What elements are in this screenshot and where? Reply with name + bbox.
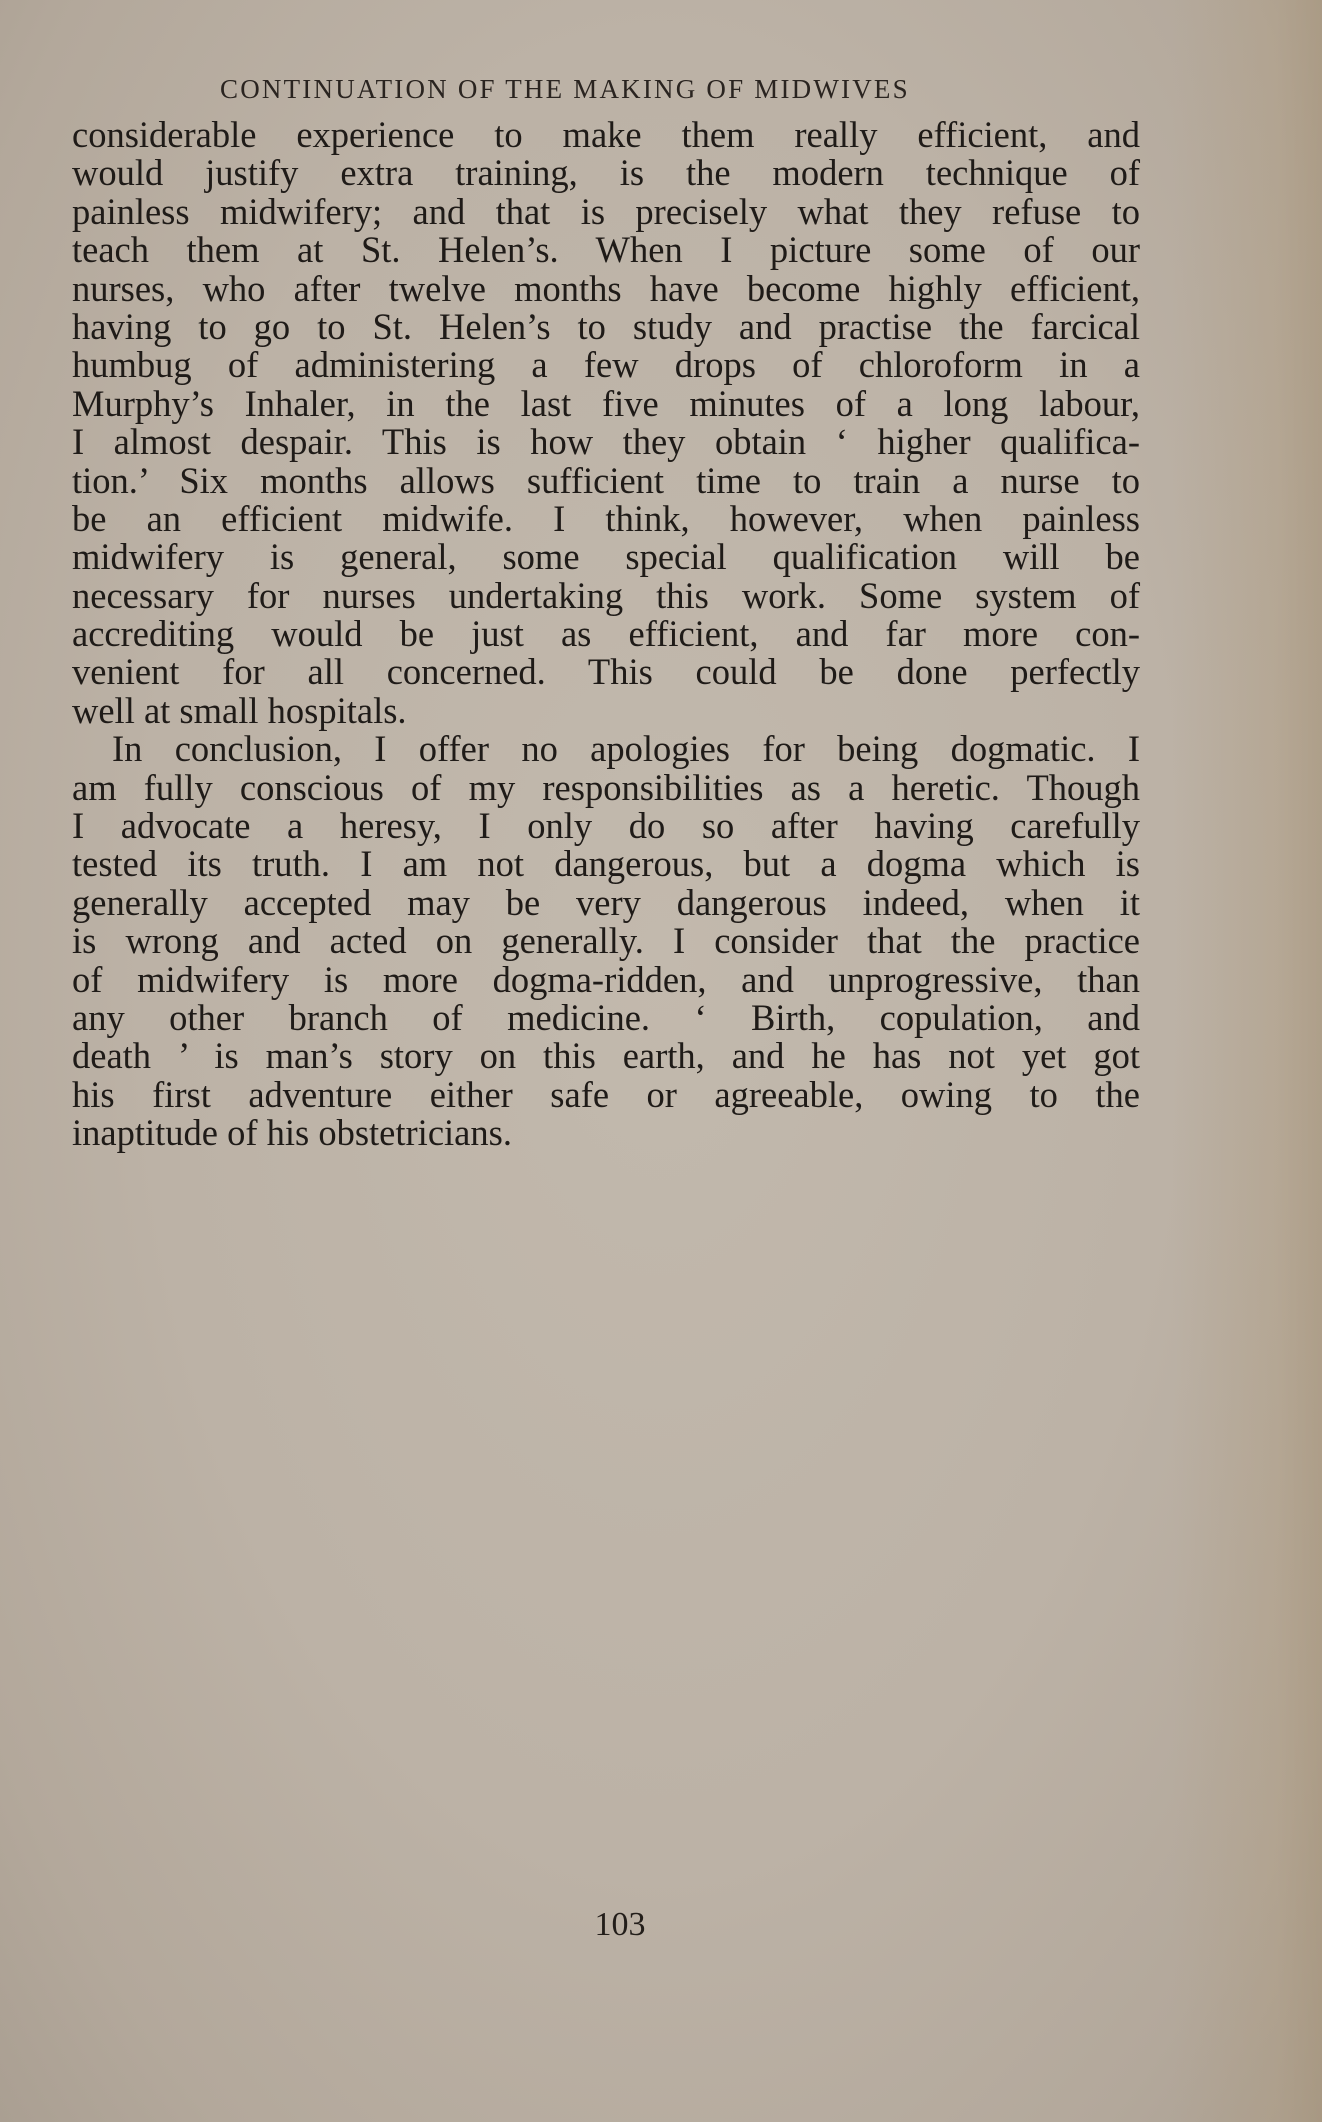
text-line: of midwifery is more dogma-ridden, and unprogressive, than [72, 958, 1140, 1000]
text-line: any other branch of medicine. ‘ Birth, copulation, and [72, 996, 1140, 1038]
text-line: be an efficient midwife. I think, however, when painless [72, 497, 1140, 539]
text-line: midwifery is general, some special qualification will be [72, 536, 1140, 578]
text-line: well at small hospitals. [72, 689, 407, 731]
text-line: inaptitude of his obstetricians. [72, 1112, 512, 1154]
text-line: am fully conscious of my responsibilities as a heretic. Though [72, 766, 1140, 808]
text-line: death ’ is man’s story on this earth, and he has not yet got [72, 1035, 1140, 1077]
text-line: nurses, who after twelve months have become highly efficient, [72, 267, 1140, 309]
text-line: his first adventure either safe or agreeable, owing to the [72, 1073, 1140, 1115]
text-line: I advocate a heresy, I only do so after having carefully [72, 805, 1140, 847]
text-line: would justify extra training, is the modern technique of [72, 152, 1140, 194]
text-line: Murphy’s Inhaler, in the last five minutes of a long labour, [72, 382, 1140, 424]
body-text [72, 116, 1140, 1153]
text-line: venient for all concerned. This could be done perfectly [72, 651, 1140, 693]
page-edge-shading [1172, 0, 1322, 2122]
text-line: tion.’ Six months allows sufficient time to train a nurse to [72, 459, 1140, 501]
text-line: accrediting would be just as efficient, and far more con- [72, 613, 1140, 655]
text-line: I almost despair. This is how they obtain ‘ higher qualifica- [72, 421, 1140, 463]
text-line: necessary for nurses undertaking this work. Some system of [72, 574, 1140, 616]
text-line: considerable experience to make them really efficient, and [72, 114, 1140, 155]
running-head: CONTINUATION OF THE MAKING OF MIDWIVES [220, 74, 910, 104]
text-line: tested its truth. I am not dangerous, but a dogma which is [72, 843, 1140, 885]
text-line: painless midwifery; and that is precisely what they refuse to [72, 190, 1140, 232]
text-line: having to go to St. Helen’s to study and practise the farcical [72, 305, 1140, 347]
text-line: is wrong and acted on generally. I consider that the practice [72, 920, 1140, 962]
text-line: generally accepted may be very dangerous indeed, when it [72, 881, 1140, 923]
page-number: 103 [594, 1906, 646, 1943]
text-line: In conclusion, I offer no apologies for being dogmatic. I [112, 728, 1140, 770]
text-line: teach them at St. Helen’s. When I picture some of our [72, 229, 1140, 271]
text-line: humbug of administering a few drops of chloroform in a [72, 344, 1140, 386]
